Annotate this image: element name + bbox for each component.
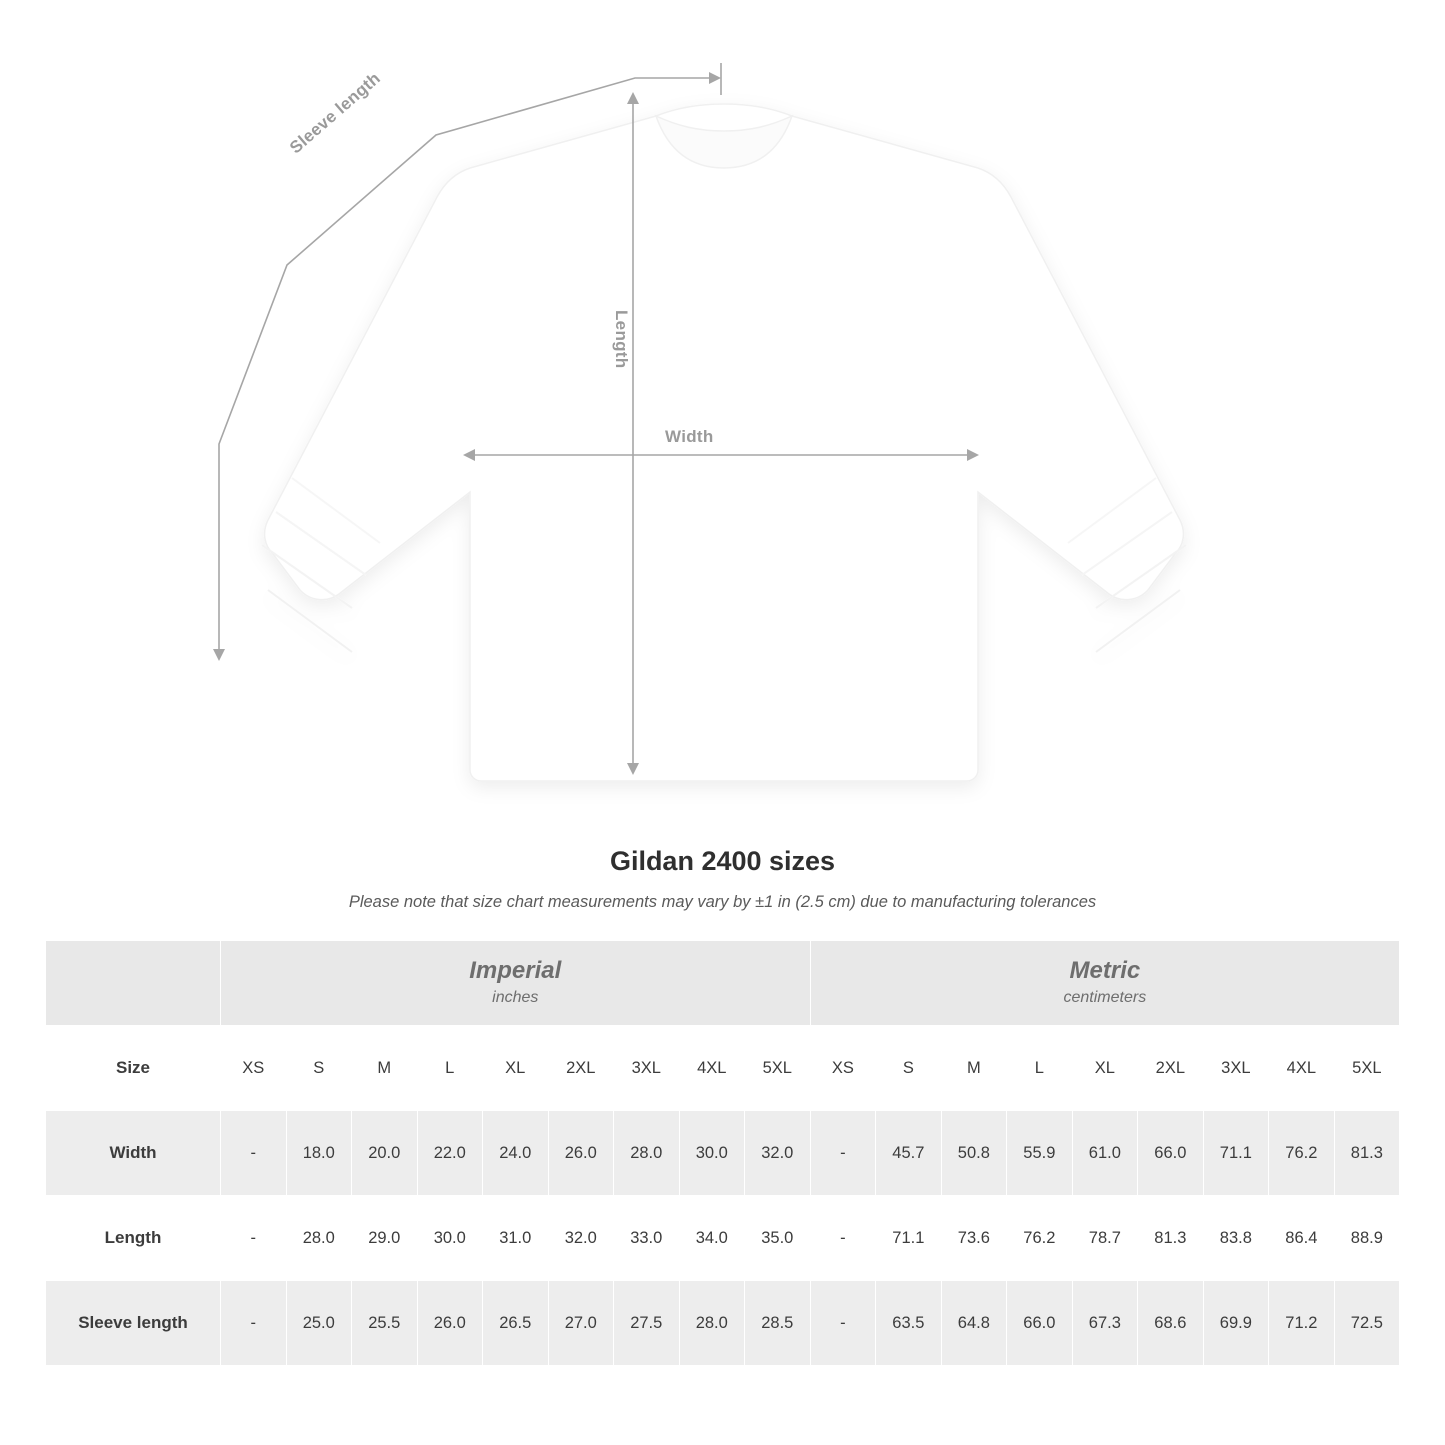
table-header-cell: 5XL bbox=[745, 1026, 811, 1111]
unit-group-imperial-sub: inches bbox=[492, 989, 539, 1006]
table-cell: 86.4 bbox=[1269, 1196, 1335, 1281]
table-cell: 26.0 bbox=[417, 1281, 483, 1366]
unit-group-metric bbox=[810, 941, 1400, 1026]
table-cell: 45.7 bbox=[876, 1111, 942, 1196]
unit-group-metric-sub: centimeters bbox=[1063, 989, 1147, 1006]
table-cell: 68.6 bbox=[1138, 1281, 1204, 1366]
table-cell: 78.7 bbox=[1072, 1196, 1138, 1281]
table-cell: 66.0 bbox=[1138, 1111, 1204, 1196]
table-cell: 81.3 bbox=[1334, 1111, 1400, 1196]
table-cell: 31.0 bbox=[483, 1196, 549, 1281]
table-cell: 28.0 bbox=[286, 1196, 352, 1281]
table-cell: 26.0 bbox=[548, 1111, 614, 1196]
table-header-row bbox=[46, 1026, 1400, 1111]
table-cell: 64.8 bbox=[941, 1281, 1007, 1366]
table-cell: 88.9 bbox=[1334, 1196, 1400, 1281]
table-cell: 28.0 bbox=[614, 1111, 680, 1196]
table-cell: 27.5 bbox=[614, 1281, 680, 1366]
table-cell: 28.0 bbox=[679, 1281, 745, 1366]
table-cell: 32.0 bbox=[745, 1111, 811, 1196]
table-cell: 30.0 bbox=[679, 1111, 745, 1196]
table-header-cell: 3XL bbox=[1203, 1026, 1269, 1111]
table-cell: - bbox=[810, 1281, 876, 1366]
table-header-cell: 2XL bbox=[1138, 1026, 1204, 1111]
table-cell: 35.0 bbox=[745, 1196, 811, 1281]
table-cell: 25.5 bbox=[352, 1281, 418, 1366]
table-cell: - bbox=[810, 1111, 876, 1196]
unit-group-imperial bbox=[221, 941, 811, 1026]
table-cell: 25.0 bbox=[286, 1281, 352, 1366]
unit-group-imperial-name: Imperial bbox=[469, 957, 562, 984]
table-cell: - bbox=[810, 1196, 876, 1281]
table-cell: 67.3 bbox=[1072, 1281, 1138, 1366]
table-cell: 81.3 bbox=[1138, 1196, 1204, 1281]
table-header-cell: XS bbox=[810, 1026, 876, 1111]
table-cell: 29.0 bbox=[352, 1196, 418, 1281]
unit-spacer-cell bbox=[46, 941, 221, 1026]
table-cell: 33.0 bbox=[614, 1196, 680, 1281]
row-label: Length bbox=[46, 1196, 221, 1281]
table-header-cell: L bbox=[1007, 1026, 1073, 1111]
table-cell: 22.0 bbox=[417, 1111, 483, 1196]
table-cell: 76.2 bbox=[1007, 1196, 1073, 1281]
table-header-cell: 5XL bbox=[1334, 1026, 1400, 1111]
table-header-cell: 2XL bbox=[548, 1026, 614, 1111]
width-dimension-label: Width bbox=[665, 427, 714, 446]
row-label: Sleeve length bbox=[46, 1281, 221, 1366]
table-header-cell: XS bbox=[221, 1026, 287, 1111]
table-header-cell: L bbox=[417, 1026, 483, 1111]
table-row bbox=[46, 1196, 1400, 1281]
table-header-cell: 3XL bbox=[614, 1026, 680, 1111]
table-cell: 27.0 bbox=[548, 1281, 614, 1366]
table-row bbox=[46, 1111, 1400, 1196]
unit-group-row bbox=[46, 941, 1400, 1026]
table-cell: 71.2 bbox=[1269, 1281, 1335, 1366]
row-label: Width bbox=[46, 1111, 221, 1196]
table-cell: - bbox=[221, 1196, 287, 1281]
page-title: Gildan 2400 sizes bbox=[609, 846, 836, 876]
table-cell: 32.0 bbox=[548, 1196, 614, 1281]
sleeve-length-dimension-label: Sleeve length bbox=[286, 68, 385, 158]
table-cell: 26.5 bbox=[483, 1281, 549, 1366]
table-header-cell: 4XL bbox=[1269, 1026, 1335, 1111]
table-row bbox=[46, 1281, 1400, 1366]
table-cell: - bbox=[221, 1281, 287, 1366]
table-header-cell: XL bbox=[1072, 1026, 1138, 1111]
table-header-cell: XL bbox=[483, 1026, 549, 1111]
table-cell: 69.9 bbox=[1203, 1281, 1269, 1366]
table-cell: 18.0 bbox=[286, 1111, 352, 1196]
size-chart-table bbox=[45, 940, 1400, 1366]
length-dimension-label: Length bbox=[612, 310, 631, 369]
table-cell: 24.0 bbox=[483, 1111, 549, 1196]
table-cell: 30.0 bbox=[417, 1196, 483, 1281]
table-header-cell: S bbox=[876, 1026, 942, 1111]
table-cell: 73.6 bbox=[941, 1196, 1007, 1281]
table-cell: 66.0 bbox=[1007, 1281, 1073, 1366]
table-cell: 20.0 bbox=[352, 1111, 418, 1196]
table-cell: 63.5 bbox=[876, 1281, 942, 1366]
table-cell: - bbox=[221, 1111, 287, 1196]
unit-group-metric-name: Metric bbox=[1069, 957, 1141, 984]
table-header-size: Size bbox=[46, 1026, 221, 1111]
table-cell: 71.1 bbox=[1203, 1111, 1269, 1196]
table-cell: 34.0 bbox=[679, 1196, 745, 1281]
tolerance-note: Please note that size chart measurements may vary by ±1 in (2.5 cm) due to manufacturing tolerances bbox=[348, 893, 1097, 911]
table-cell: 61.0 bbox=[1072, 1111, 1138, 1196]
table-cell: 72.5 bbox=[1334, 1281, 1400, 1366]
table-cell: 50.8 bbox=[941, 1111, 1007, 1196]
size-table-wrapper bbox=[45, 940, 1400, 1366]
table-header-cell: M bbox=[352, 1026, 418, 1111]
table-cell: 28.5 bbox=[745, 1281, 811, 1366]
table-header-cell: 4XL bbox=[679, 1026, 745, 1111]
table-cell: 76.2 bbox=[1269, 1111, 1335, 1196]
table-cell: 71.1 bbox=[876, 1196, 942, 1281]
table-header-cell: S bbox=[286, 1026, 352, 1111]
table-cell: 55.9 bbox=[1007, 1111, 1073, 1196]
table-cell: 83.8 bbox=[1203, 1196, 1269, 1281]
shirt-shape bbox=[262, 104, 1186, 781]
table-header-cell: M bbox=[941, 1026, 1007, 1111]
title-block bbox=[0, 846, 1445, 912]
